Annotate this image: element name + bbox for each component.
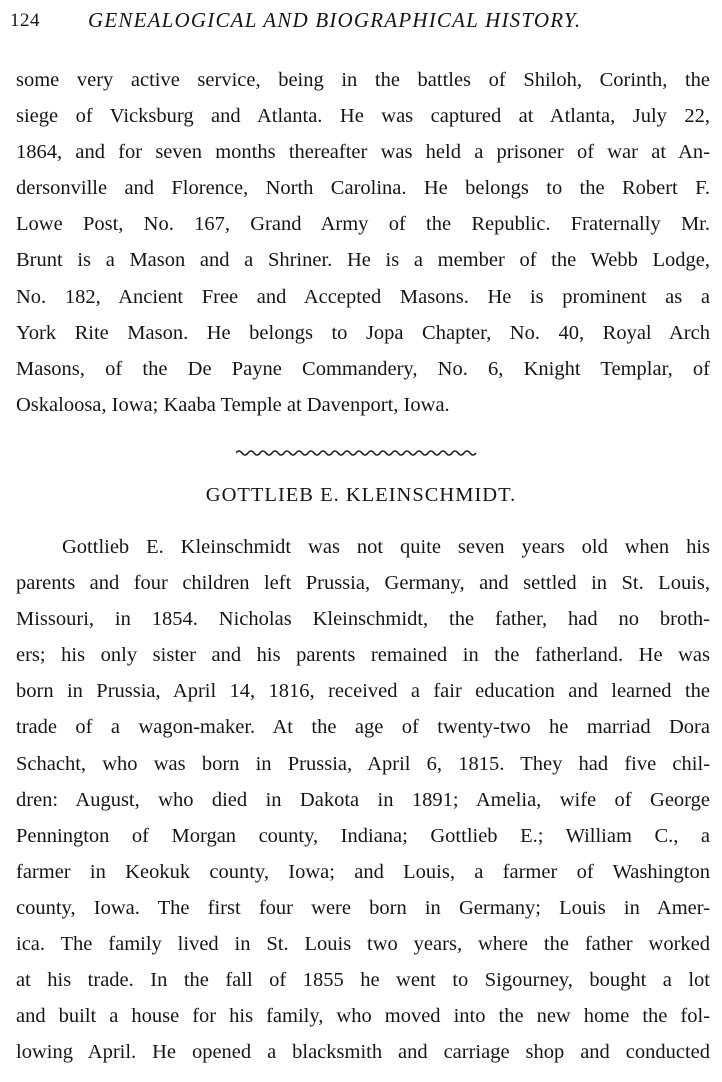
text-line: dren: August, who died in Dakota in 1891; Amelia, wife of George	[16, 788, 710, 811]
text-line: siege of Vicksburg and Atlanta. He was captured at Atlanta, July 22,	[16, 105, 710, 128]
text-line: Brunt is a Mason and a Shriner. He is a member of the Webb Lodge,	[16, 249, 710, 272]
text-line: Pennington of Morgan county, Indiana; Gottlieb E.; William C., a	[16, 824, 710, 847]
text-line: Gottlieb E. Kleinschmidt was not quite seven years old when his	[62, 536, 710, 558]
text-line: Lowe Post, No. 167, Grand Army of the Republic. Fraternally Mr.	[16, 213, 710, 236]
wavy-divider	[236, 446, 480, 460]
text-line: at his trade. In the fall of 1855 he went to Sigourney, bought a lot	[16, 969, 710, 992]
text-line: ica. The family lived in St. Louis two years, where the father worked	[16, 933, 710, 956]
text-line: some very active service, being in the battles of Shiloh, Corinth, the	[16, 69, 710, 91]
running-head: GENEALOGICAL AND BIOGRAPHICAL HISTORY.	[88, 8, 582, 32]
text-line: Missouri, in 1854. Nicholas Kleinschmidt, the father, had no broth-	[16, 608, 710, 631]
text-line: Schacht, who was born in Prussia, April 6, 1815. They had five chil-	[16, 752, 710, 775]
text-line: born in Prussia, April 14, 1816, received a fair education and learned the	[16, 680, 710, 703]
text-line: parents and four children left Prussia, Germany, and settled in St. Louis,	[16, 572, 710, 595]
text-line: York Rite Mason. He belongs to Jopa Chapter, No. 40, Royal Arch	[16, 321, 710, 344]
text-line: dersonville and Florence, North Carolina. He belongs to the Robert F.	[16, 177, 710, 200]
text-line: farmer in Keokuk county, Iowa; and Louis, a farmer of Washington	[16, 860, 710, 883]
paragraph-brunt-continued	[16, 62, 710, 423]
text-line: Oskaloosa, Iowa; Kaaba Temple at Davenport, Iowa.	[16, 393, 450, 416]
text-line: trade of a wagon-maker. At the age of twenty-two he marriad Dora	[16, 716, 710, 739]
text-line: No. 182, Ancient Free and Accepted Masons. He is prominent as a	[16, 285, 710, 308]
text-line: ers; his only sister and his parents remained in the fatherland. He was	[16, 644, 710, 667]
page-header	[10, 8, 710, 38]
section-title: GOTTLIEB E. KLEINSCHMIDT.	[205, 484, 517, 506]
text-line: lowing April. He opened a blacksmith and carriage shop and conducted	[16, 1041, 710, 1064]
text-line: and built a house for his family, who moved into the new home the fol-	[16, 1005, 710, 1028]
page-number: 124	[10, 10, 40, 31]
text-line: Masons, of the De Payne Commandery, No. 6, Knight Templar, of	[16, 357, 710, 380]
paragraph-kleinschmidt	[16, 529, 710, 1070]
text-line: county, Iowa. The first four were born in Germany; Louis in Amer-	[16, 896, 710, 919]
text-line: 1864, and for seven months thereafter was held a prisoner of war at An-	[16, 141, 710, 164]
